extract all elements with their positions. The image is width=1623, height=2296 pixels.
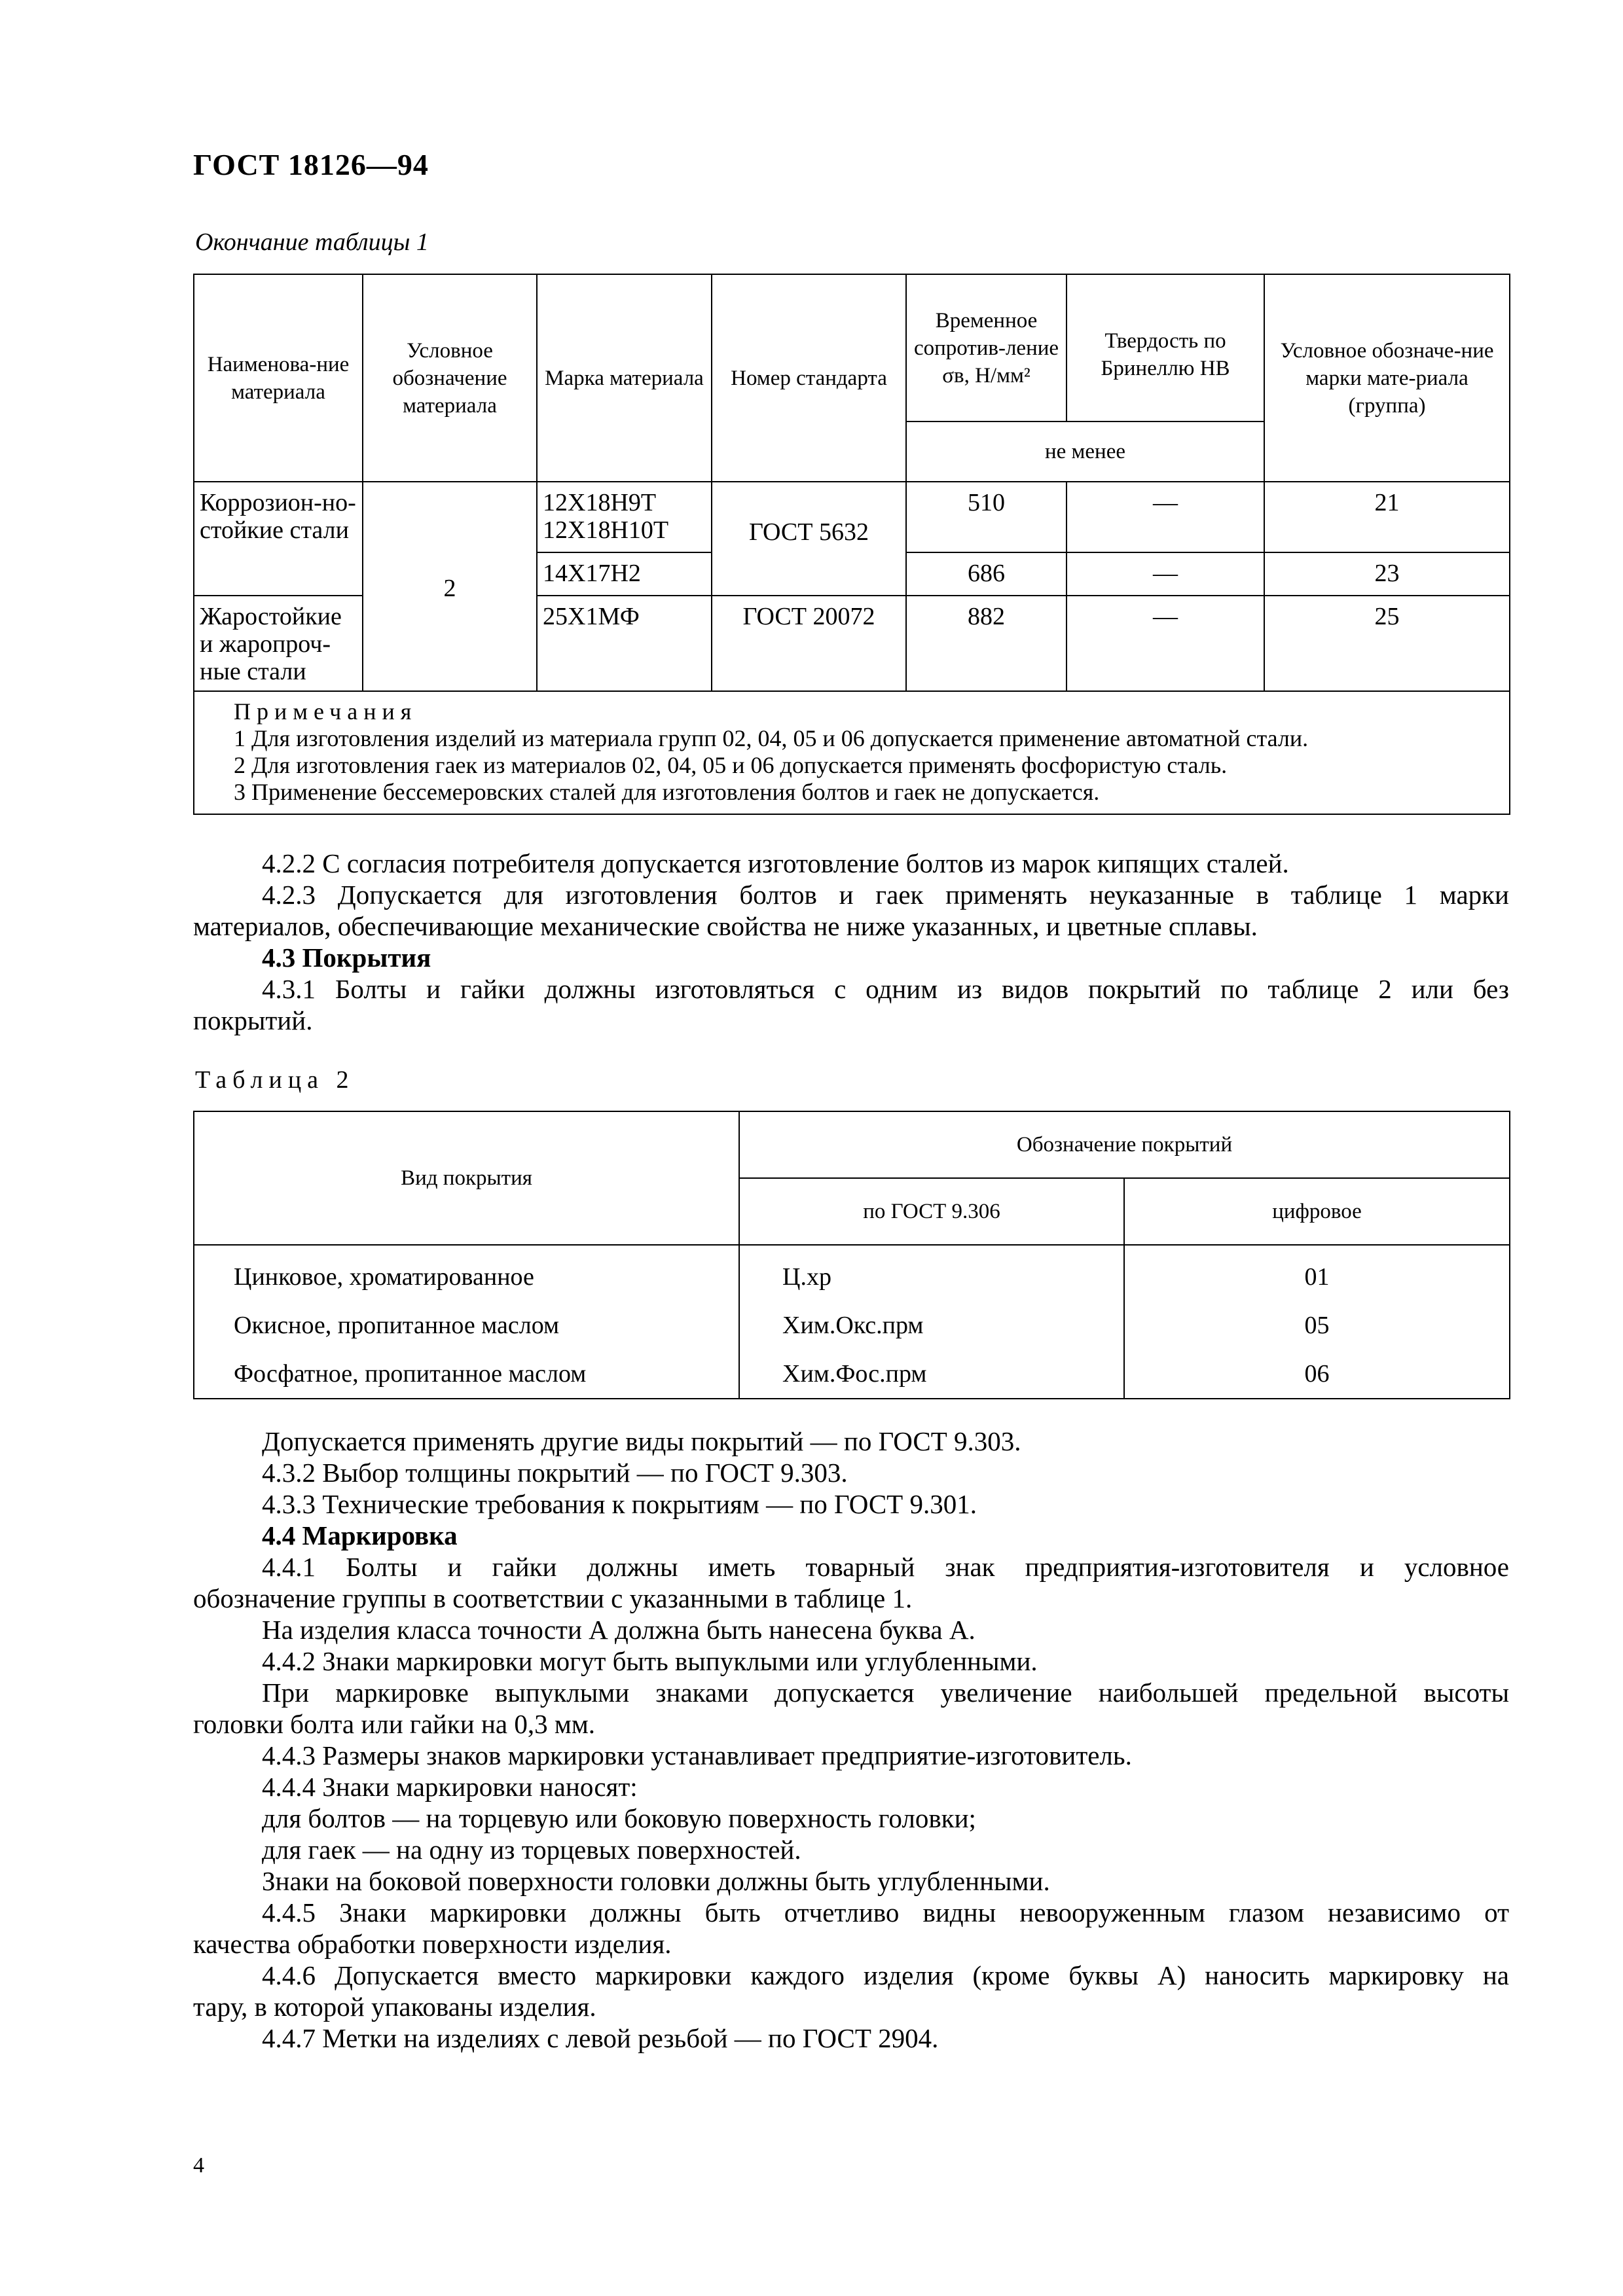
- header-group: Условное обозначе-ние марки мате-риала (группа): [1264, 274, 1510, 482]
- paragraph-4-4-4: 4.4.4 Знаки маркировки наносят:: [262, 1772, 638, 1802]
- cell-group: 23: [1264, 552, 1510, 596]
- paragraph-4-4-3: 4.4.3 Размеры знаков маркировки устанавливает предприятие-изготовитель.: [262, 1740, 1132, 1770]
- header-material-code: Условное обозначение материала: [363, 274, 537, 482]
- cell-coating-gost: Хим.Окс.прм: [739, 1301, 1124, 1350]
- paragraph-4-4-1-cont: обозначение группы в соответствии с указанными в таблице 1.: [193, 1583, 913, 1613]
- materials-table: [193, 274, 1510, 815]
- note-item: 1 Для изготовления изделий из материала групп 02, 04, 05 и 06 допускается применение автоматной стали.: [234, 725, 1309, 751]
- header-material-grade: Марка материала: [537, 274, 712, 482]
- paragraph-4-3-3: 4.3.3 Технические требования к покрытиям — по ГОСТ 9.301.: [262, 1489, 977, 1519]
- cell-coating-kind: Цинковое, хроматированное: [194, 1245, 739, 1301]
- paragraph-4-3-1-cont: покрытий.: [193, 1005, 313, 1035]
- cell-strength: 882: [906, 596, 1067, 691]
- cell-name-heat-resistant: Жаростойкие и жаропроч-ные стали: [194, 596, 363, 691]
- cell-coating-digital: 06: [1124, 1350, 1510, 1399]
- document-header: ГОСТ 18126—94: [193, 148, 429, 181]
- table2-caption: Таблица 2: [195, 1066, 355, 1094]
- cell-group: 25: [1264, 596, 1510, 691]
- cell-standard: ГОСТ 20072: [712, 596, 906, 691]
- paragraph-4-4-2: 4.4.2 Знаки маркировки могут быть выпуклыми или углубленными.: [262, 1646, 1038, 1676]
- paragraph-4-2-3-cont: материалов, обеспечивающие механические свойства не ниже указанных, и цветные сплавы.: [193, 911, 1258, 941]
- cell-grade: 25Х1МФ: [537, 596, 712, 691]
- paragraph-4-3-2: 4.3.2 Выбор толщины покрытий — по ГОСТ 9.303.: [262, 1458, 848, 1488]
- section-4-4-heading: 4.4 Маркировка: [262, 1520, 458, 1551]
- cell-hardness: —: [1067, 482, 1264, 552]
- paragraph-bolts: для болтов — на торцевую или боковую поверхность головки;: [262, 1803, 976, 1833]
- header-material-name: Наименова-ние материала: [194, 274, 363, 482]
- paragraph-nuts: для гаек — на одну из торцевых поверхностей.: [262, 1835, 801, 1865]
- header-tensile-strength: Временное сопротив-ление σв, Н/мм²: [906, 274, 1067, 422]
- header-not-less: не менее: [906, 422, 1264, 482]
- cell-name-corrosion: Коррозион-но-стойкие стали: [194, 482, 363, 596]
- table1-caption: Окончание таблицы 1: [195, 228, 429, 256]
- cell-coating-gost: Ц.хр: [739, 1245, 1124, 1301]
- cell-coating-digital: 01: [1124, 1245, 1510, 1301]
- header-standard-number: Номер стандарта: [712, 274, 906, 482]
- notes-title: Примечания: [234, 698, 418, 725]
- header-hardness: Твердость по Бринеллю НВ: [1067, 274, 1264, 422]
- note-item: 2 Для изготовления гаек из материалов 02, 04, 05 и 06 допускается применять фосфористую сталь.: [234, 752, 1228, 778]
- cell-standard: ГОСТ 5632: [712, 482, 906, 596]
- header-digital: цифровое: [1124, 1178, 1510, 1245]
- paragraph-convex-marks-cont: головки болта или гайки на 0,3 мм.: [193, 1709, 596, 1739]
- paragraph-4-4-7: 4.4.7 Метки на изделиях с левой резьбой — по ГОСТ 2904.: [262, 2023, 939, 2053]
- cell-group: 21: [1264, 482, 1510, 552]
- header-gost-9306: по ГОСТ 9.306: [739, 1178, 1124, 1245]
- cell-strength: 510: [906, 482, 1067, 552]
- paragraph-4-4-1: 4.4.1 Болты и гайки должны иметь товарный знак предприятия-изготовителя и условное: [262, 1552, 1509, 1582]
- cell-coating-kind: Фосфатное, пропитанное маслом: [194, 1350, 739, 1399]
- paragraph-4-4-5-cont: качества обработки поверхности изделия.: [193, 1929, 672, 1959]
- paragraph-4-2-3: 4.2.3 Допускается для изготовления болтов и гаек применять неуказанные в таблице 1 марки: [262, 880, 1509, 910]
- paragraph-other-coatings: Допускается применять другие виды покрытий — по ГОСТ 9.303.: [262, 1426, 1021, 1456]
- cell-hardness: —: [1067, 596, 1264, 691]
- cell-grade: 12Х18Н9Т 12Х18Н10Т: [537, 482, 712, 552]
- header-coating-kind: Вид покрытия: [194, 1111, 739, 1245]
- cell-strength: 686: [906, 552, 1067, 596]
- paragraph-side-marks: Знаки на боковой поверхности головки должны быть углубленными.: [262, 1866, 1050, 1896]
- cell-coating-kind: Окисное, пропитанное маслом: [194, 1301, 739, 1350]
- paragraph-4-3-1: 4.3.1 Болты и гайки должны изготовляться с одним из видов покрытий по таблице 2 или без: [262, 974, 1509, 1004]
- paragraph-4-4-6: 4.4.6 Допускается вместо маркировки каждого изделия (кроме буквы А) наносить маркировку на: [262, 1960, 1509, 1990]
- note-item: 3 Применение бессемеровских сталей для изготовления болтов и гаек не допускается.: [234, 779, 1100, 805]
- paragraph-class-a: На изделия класса точности А должна быть нанесена буква А.: [262, 1615, 976, 1645]
- cell-code: 2: [363, 482, 537, 691]
- cell-coating-digital: 05: [1124, 1301, 1510, 1350]
- paragraph-convex-marks: При маркировке выпуклыми знаками допускается увеличение наибольшей предельной высоты: [262, 1677, 1509, 1708]
- coatings-table: [193, 1111, 1510, 1399]
- paragraph-4-4-6-cont: тару, в которой упакованы изделия.: [193, 1992, 596, 2022]
- header-coating-designation: Обозначение покрытий: [739, 1111, 1510, 1178]
- paragraph-4-4-5: 4.4.5 Знаки маркировки должны быть отчетливо видны невооруженным глазом независимо от: [262, 1897, 1509, 1928]
- paragraph-4-2-2: 4.2.2 С согласия потребителя допускается изготовление болтов из марок кипящих сталей.: [262, 848, 1289, 878]
- section-4-3-heading: 4.3 Покрытия: [262, 942, 431, 973]
- page-number: 4: [193, 2153, 204, 2178]
- cell-grade: 14Х17Н2: [537, 552, 712, 596]
- cell-hardness: —: [1067, 552, 1264, 596]
- cell-coating-gost: Хим.Фос.прм: [739, 1350, 1124, 1399]
- table1-notes: [194, 691, 1510, 814]
